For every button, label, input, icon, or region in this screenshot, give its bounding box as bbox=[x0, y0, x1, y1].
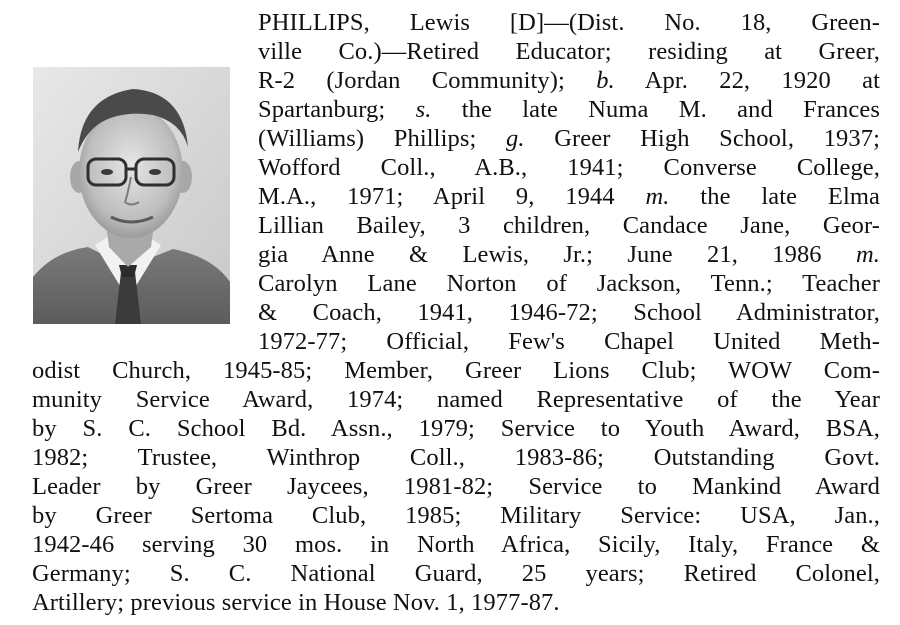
bio-text: (Williams) Phillips; bbox=[258, 125, 507, 152]
bio-line bbox=[258, 298, 880, 327]
bio-line bbox=[32, 530, 880, 559]
bio-text: odist Church, 1945-85; Member, Greer Lions Club; WOW Com- bbox=[32, 357, 880, 384]
bio-abbreviation: m. bbox=[855, 241, 880, 268]
bio-line bbox=[32, 472, 880, 501]
bio-line bbox=[258, 95, 880, 124]
bio-text: Wofford Coll., A.B., 1941; Converse College, bbox=[258, 154, 880, 181]
bio-text: the late Elma bbox=[669, 183, 880, 210]
bio-line bbox=[258, 182, 880, 211]
bio-text: Apr. 22, 1920 at bbox=[614, 67, 880, 94]
bio-line bbox=[258, 211, 880, 240]
bio-line bbox=[32, 385, 880, 414]
bio-line bbox=[32, 414, 880, 443]
bio-line bbox=[258, 8, 880, 37]
bio-text: 1942-46 serving 30 mos. in North Africa, Sicily, Italy, France & bbox=[32, 531, 880, 558]
bio-text: M.A., 1971; April 9, 1944 bbox=[258, 183, 646, 210]
bio-line bbox=[258, 66, 880, 95]
bio-line bbox=[32, 559, 880, 588]
bio-text: Leader by Greer Jaycees, 1981-82; Service to Mankind Award bbox=[32, 473, 880, 500]
bio-line bbox=[32, 501, 880, 530]
bio-line bbox=[258, 269, 880, 298]
bio-text: Carolyn Lane Norton of Jackson, Tenn.; Teacher bbox=[258, 270, 880, 297]
bio-line bbox=[258, 124, 880, 153]
bio-text: 1972-77; Official, Few's Chapel United Meth- bbox=[258, 328, 880, 355]
bio-text: munity Service Award, 1974; named Representative of the Year bbox=[32, 386, 880, 413]
bio-text: by S. C. School Bd. Assn., 1979; Service to Youth Award, BSA, bbox=[32, 415, 880, 442]
bio-text: Spartanburg; bbox=[258, 96, 416, 123]
bio-text: & Coach, 1941, 1946-72; School Administrator, bbox=[258, 299, 880, 326]
bio-text: R-2 (Jordan Community); bbox=[258, 67, 597, 94]
bio-line bbox=[258, 240, 880, 269]
bio-text: the late Numa M. and Frances bbox=[431, 96, 880, 123]
bio-line bbox=[258, 327, 880, 356]
bio-line bbox=[32, 356, 880, 385]
bio-text: Greer High School, 1937; bbox=[524, 125, 881, 152]
bio-text: Artillery; previous service in House Nov. 1, 1977-87. bbox=[32, 589, 560, 616]
bio-text: gia Anne & Lewis, Jr.; June 21, 1986 bbox=[258, 241, 856, 268]
bio-abbreviation: m. bbox=[645, 183, 670, 210]
bio-line bbox=[258, 37, 880, 66]
portrait-photo bbox=[33, 67, 230, 324]
bio-text: 1982; Trustee, Winthrop Coll., 1983-86; Outstanding Govt. bbox=[32, 444, 880, 471]
bio-line bbox=[258, 153, 880, 182]
bio-text: PHILLIPS, Lewis [D]—(Dist. No. 18, Green- bbox=[258, 9, 880, 36]
bio-line bbox=[32, 588, 880, 617]
bio-text: by Greer Sertoma Club, 1985; Military Service: USA, Jan., bbox=[32, 502, 880, 529]
bio-abbreviation: b. bbox=[596, 67, 615, 94]
bio-text: Germany; S. C. National Guard, 25 years; Retired Colonel, bbox=[32, 560, 880, 587]
bio-abbreviation: s. bbox=[415, 96, 432, 123]
bio-abbreviation: g. bbox=[506, 125, 525, 152]
bio-text: ville Co.)—Retired Educator; residing at Greer, bbox=[258, 38, 880, 65]
bio-line bbox=[32, 443, 880, 472]
bio-text: Lillian Bailey, 3 children, Candace Jane, Geor- bbox=[258, 212, 880, 239]
